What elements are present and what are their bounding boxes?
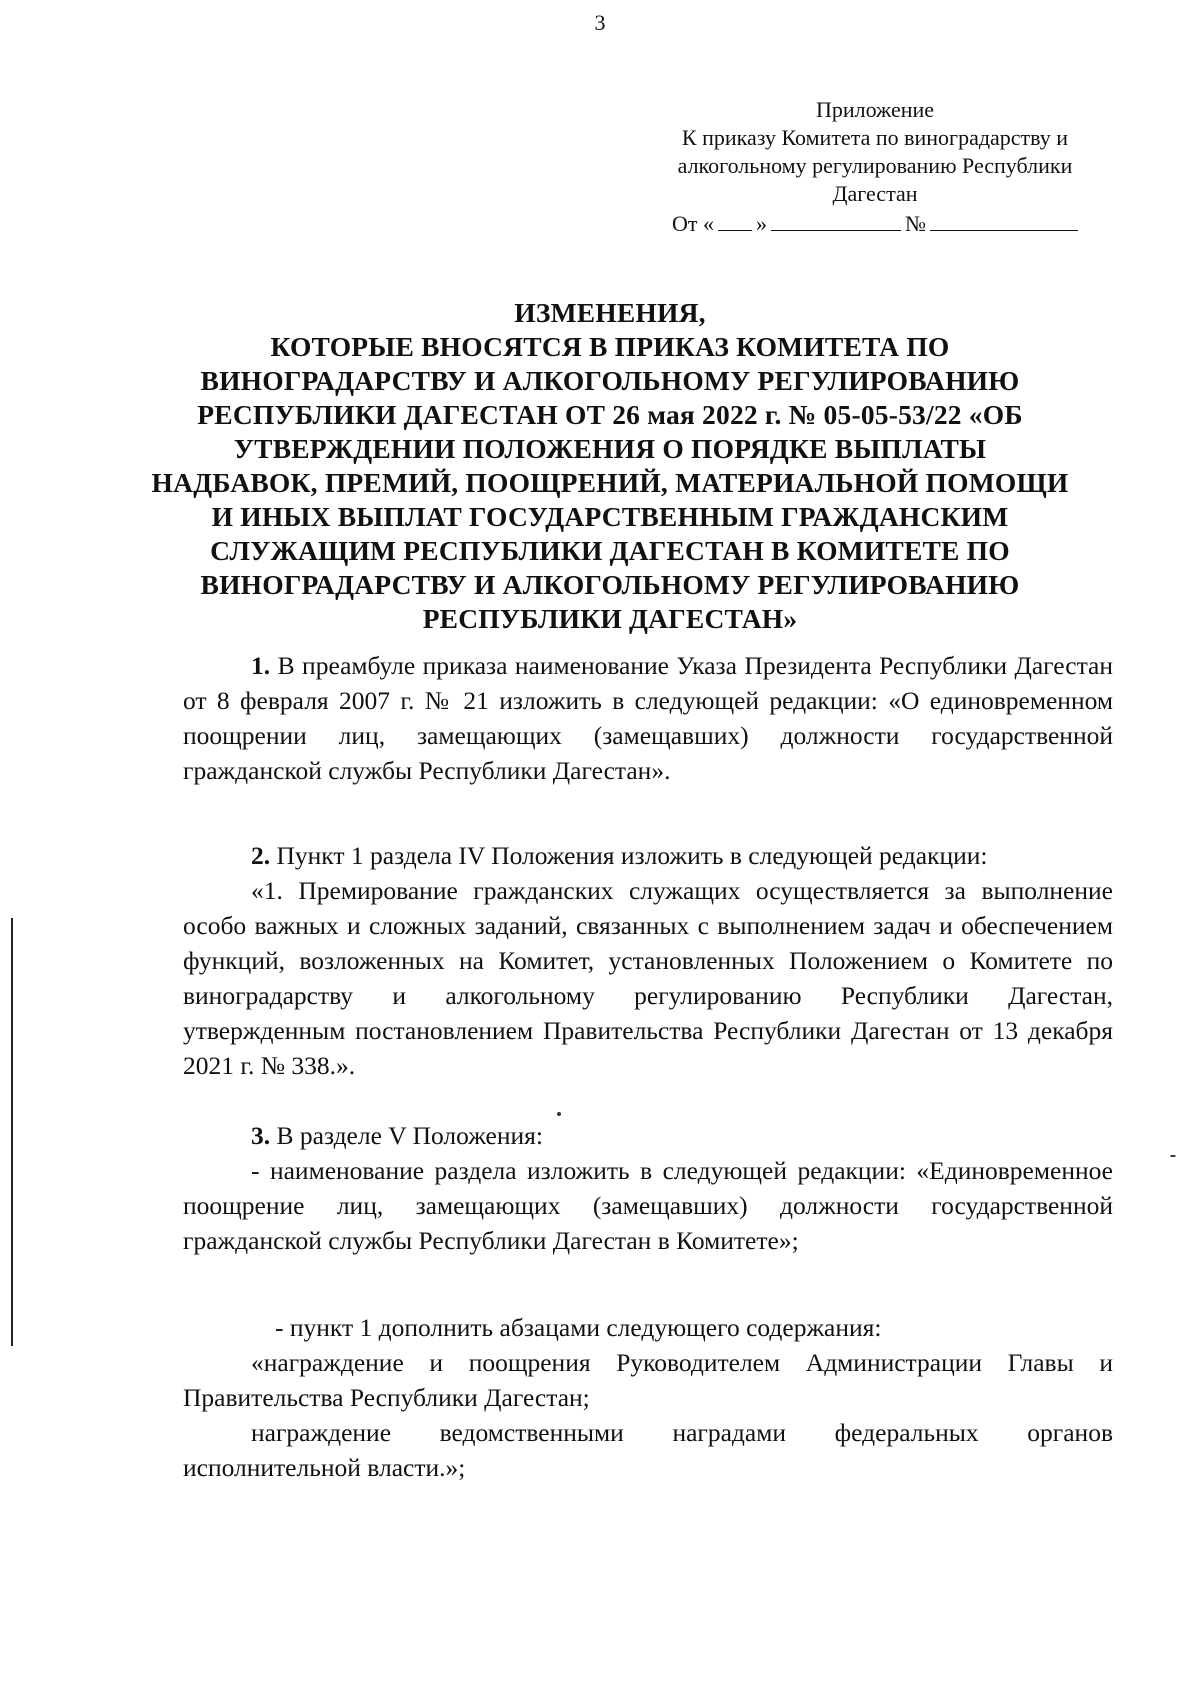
date-month-blank [771,208,901,231]
section-3-item-1: - наименование раздела изложить в следующей редакции: «Единовременное поощрение лиц, замещающих (замещавших) должности государственной гражданской службы Республики Дагестан в Комитете»; [183,1156,1113,1255]
date-day-blank [718,208,752,231]
section-2 [183,838,1113,1083]
title-line: ВИНОГРАДАРСТВУ И АЛКОГОЛЬНОМУ РЕГУЛИРОВАНИЮ [200,569,1020,600]
section-3-item-2: - пункт 1 дополнить абзацами следующего содержания: [275,1313,882,1342]
title-line: ВИНОГРАДАРСТВУ И АЛКОГОЛЬНОМУ РЕГУЛИРОВАНИЮ [200,365,1020,396]
date-prefix: От « [671,211,714,236]
section-1-number: 1. [251,651,271,680]
section-3-para-2: награждение ведомственными наградами федеральных органов исполнительной власти.»; [183,1418,1113,1482]
section-2-paragraph [183,838,1113,873]
section-1 [183,648,1113,788]
date-close: » [756,211,767,236]
appendix-block [655,96,1095,238]
section-3 [183,1118,1113,1258]
section-3-para-1: «награждение и поощрения Руководителем Администрации Главы и Правительства Республики Дагестан; [183,1348,1113,1412]
section-3-paragraph [183,1118,1113,1153]
document-title [150,296,1070,636]
title-line: КОТОРЫЕ ВНОСЯТСЯ В ПРИКАЗ КОМИТЕТА ПО [270,331,950,362]
title-line: ИЗМЕНЕНИЯ, [514,297,706,328]
section-2-number: 2. [251,841,271,870]
title-line: СЛУЖАЩИМ РЕСПУБЛИКИ ДАГЕСТАН В КОМИТЕТЕ ПО [210,535,1010,566]
order-number-blank [930,208,1078,231]
title-line: РЕСПУБЛИКИ ДАГЕСТАН ОТ 26 мая 2022 г. № 05-05-53/22 «ОБ [197,399,1023,430]
title-line: НАДБАВОК, ПРЕМИЙ, ПООЩРЕНИЙ, МАТЕРИАЛЬНОЙ ПОМОЩИ [151,467,1069,498]
appendix-date-line [655,208,1095,238]
scan-margin-line [11,918,13,1346]
section-1-paragraph [183,648,1113,788]
section-2-text: Пункт 1 раздела IV Положения изложить в следующей редакции: [270,841,988,870]
appendix-line: К приказу Комитета по виноградарству и [681,125,1069,150]
scan-speck [1170,1155,1176,1157]
title-line: И ИНЫХ ВЫПЛАТ ГОСУДАРСТВЕННЫМ ГРАЖДАНСКИМ [211,501,1009,532]
appendix-title: Приложение [815,97,935,122]
section-3-text: В разделе V Положения: [270,1121,543,1150]
title-line: РЕСПУБЛИКИ ДАГЕСТАН» [422,603,798,634]
appendix-line: алкогольному регулированию Республики [677,153,1073,178]
section-1-text: В преамбуле приказа наименование Указа Президента Республики Дагестан от 8 февраля 2007 г. № 21 изложить в следующей редакции: «О единовременном поощрении лиц, замещающих (замещавших) должности государственной гражданской службы Республики Дагестан». [183,651,1113,785]
page-number: 3 [594,10,606,35]
section-3-continued [183,1310,1113,1485]
title-line: УТВЕРЖДЕНИИ ПОЛОЖЕНИЯ О ПОРЯДКЕ ВЫПЛАТЫ [233,433,987,464]
number-sign: № [905,211,926,236]
appendix-line: Дагестан [832,181,918,206]
scan-speck [557,1112,561,1116]
section-2-quote: «1. Премирование гражданских служащих осуществляется за выполнение особо важных и сложных заданий, связанных с выполнением задач и обеспечением функций, возложенных на Комитет, установленных Положением о Комитете по виноградарству и алкогольному регулированию Республики Дагестан, утвержденным постановлением Правительства Республики Дагестан от 13 декабря 2021 г. № 338.». [183,876,1113,1080]
section-3-number: 3. [251,1121,271,1150]
